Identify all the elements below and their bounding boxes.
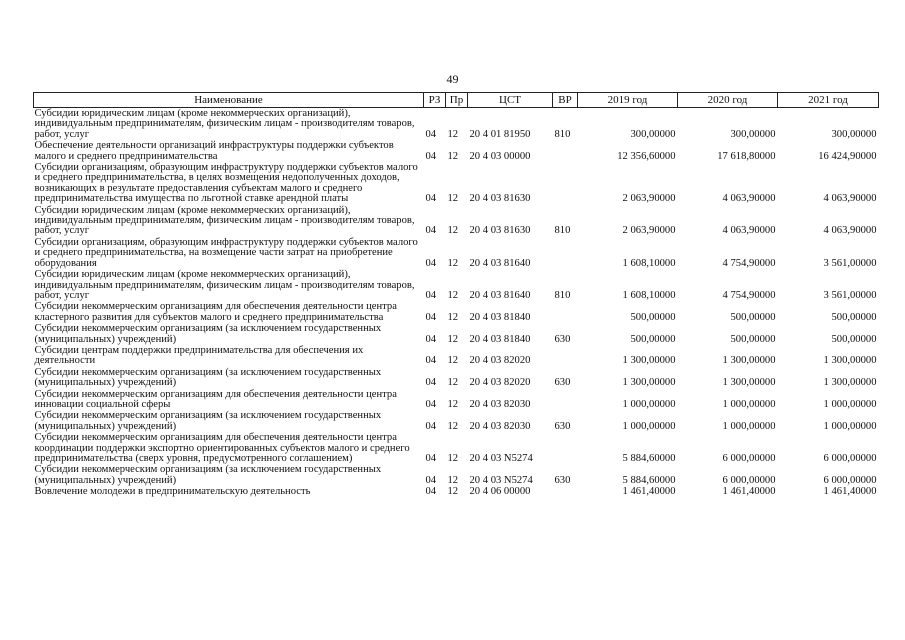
table-row — [34, 367, 879, 389]
cell-2021: 3 561,00000 — [823, 289, 877, 301]
cell-2019: 5 884,60000 — [622, 474, 676, 486]
table-row — [34, 432, 879, 464]
cell-2020: 500,00000 — [730, 311, 776, 323]
cell-2019: 1 000,00000 — [622, 420, 676, 432]
cell-cst: 20 4 03 82030 — [469, 420, 531, 432]
header-row — [34, 93, 879, 108]
table-body — [34, 108, 879, 498]
cell-2021: 16 424,90000 — [818, 150, 877, 162]
cell-cst: 20 4 03 81640 — [469, 289, 531, 301]
cell-cst: 20 4 03 N5274 — [469, 453, 533, 464]
cell-rz: 04 — [425, 398, 437, 410]
header-cst: ЦСТ — [468, 93, 553, 108]
cell-pr: 12 — [447, 474, 459, 486]
cell-cst: 20 4 01 81950 — [469, 128, 531, 140]
cell-2021: 4 063,90000 — [823, 225, 877, 237]
cell-2021: 3 561,00000 — [823, 257, 877, 269]
cell-vr — [553, 140, 578, 162]
cell-pr: 12 — [447, 486, 459, 498]
cell-2020: 4 063,90000 — [722, 225, 776, 237]
table-row — [34, 301, 879, 323]
cell-2019: 1 000,00000 — [622, 398, 676, 410]
cell-rz: 04 — [425, 193, 437, 205]
cell-2019: 500,00000 — [630, 333, 676, 345]
cell-rz: 04 — [425, 128, 437, 140]
header-name: Наименование — [34, 93, 424, 108]
cell-name: Обеспечение деятельности организаций инфраструктуры поддержки субъектов малого и среднего предпринимательства — [34, 140, 394, 162]
cell-pr: 12 — [447, 128, 459, 140]
cell-2019: 5 884,60000 — [622, 453, 676, 464]
cell-pr: 12 — [447, 377, 459, 389]
cell-2021: 1 000,00000 — [823, 420, 877, 432]
cell-2021: 1 300,00000 — [823, 355, 877, 367]
cell-2020: 500,00000 — [730, 333, 776, 345]
cell-vr: 810 — [554, 128, 571, 140]
cell-vr — [553, 389, 578, 411]
cell-pr: 12 — [447, 311, 459, 323]
cell-2020: 1 300,00000 — [722, 355, 776, 367]
cell-2020: 4 754,90000 — [722, 289, 776, 301]
cell-vr: 630 — [554, 333, 571, 345]
header-vr: ВР — [553, 93, 578, 108]
cell-2021: 1 461,40000 — [823, 486, 877, 498]
cell-2019: 12 356,60000 — [617, 150, 676, 162]
cell-name: Субсидии организациям, образующим инфраструктуру поддержки субъектов малого и среднего предпринимательства, в целях возмещения недополученных доходов, возникающих в результате предоставления субъектам малого и среднего предпринимательства имущества по льготной ставке арендной платы — [34, 162, 418, 205]
cell-pr: 12 — [447, 193, 459, 205]
cell-pr: 12 — [447, 257, 459, 269]
cell-2019: 1 300,00000 — [622, 377, 676, 389]
cell-vr: 630 — [554, 377, 571, 389]
cell-vr — [553, 432, 578, 464]
cell-rz: 04 — [425, 225, 437, 237]
cell-rz: 04 — [425, 257, 437, 269]
cell-pr: 12 — [447, 355, 459, 367]
cell-cst: 20 4 03 00000 — [469, 150, 531, 162]
cell-name: Субсидии юридическим лицам (кроме некоммерческих организаций), индивидуальным предпринимателям, физическим лицам - производителям товаров, работ, услуг — [34, 269, 415, 301]
cell-cst: 20 4 03 81630 — [469, 225, 531, 237]
header-pr: Пр — [446, 93, 468, 108]
cell-name: Субсидии некоммерческим организациям (за исключением государственных (муниципальных) учреждений) — [34, 366, 382, 389]
cell-2021: 6 000,00000 — [823, 474, 877, 486]
cell-2019: 1 608,10000 — [622, 289, 676, 301]
cell-name: Вовлечение молодежи в предпринимательскую деятельность — [34, 486, 311, 498]
cell-cst: 20 4 03 82030 — [469, 398, 531, 410]
table-row — [34, 486, 879, 497]
table-row — [34, 269, 879, 301]
cell-2020: 1 300,00000 — [722, 377, 776, 389]
budget-table — [33, 92, 879, 498]
cell-rz: 04 — [425, 289, 437, 301]
cell-2020: 300,00000 — [730, 128, 776, 140]
cell-2019: 2 063,90000 — [622, 225, 676, 237]
cell-rz: 04 — [425, 150, 437, 162]
cell-name: Субсидии некоммерческим организациям (за исключением государственных (муниципальных) учреждений) — [34, 410, 382, 432]
cell-2019: 1 461,40000 — [622, 486, 676, 498]
cell-pr: 12 — [447, 420, 459, 432]
cell-2020: 1 461,40000 — [722, 486, 776, 498]
table-row — [34, 323, 879, 345]
cell-vr: 630 — [554, 474, 571, 486]
header-2019: 2019 год — [578, 93, 678, 108]
cell-name: Субсидии юридическим лицам (кроме некоммерческих организаций), индивидуальным предпринимателям, физическим лицам - производителям товаров, работ, услуг — [34, 108, 415, 140]
cell-cst: 20 4 06 00000 — [469, 486, 531, 498]
cell-pr: 12 — [447, 453, 459, 464]
table-row — [34, 205, 879, 237]
cell-pr: 12 — [447, 289, 459, 301]
cell-vr: 810 — [554, 289, 571, 301]
header-2021: 2021 год — [778, 93, 879, 108]
table-row — [34, 162, 879, 205]
cell-2019: 1 300,00000 — [622, 355, 676, 367]
cell-2020: 4 063,90000 — [722, 193, 776, 205]
cell-cst: 20 4 03 81640 — [469, 257, 531, 269]
header-2020: 2020 год — [678, 93, 778, 108]
cell-vr — [553, 345, 578, 367]
cell-cst: 20 4 03 81840 — [469, 311, 531, 323]
table-row — [34, 108, 879, 141]
cell-pr: 12 — [447, 150, 459, 162]
cell-cst: 20 4 03 81630 — [469, 193, 531, 205]
cell-2020: 1 000,00000 — [722, 420, 776, 432]
cell-2019: 1 608,10000 — [622, 257, 676, 269]
cell-name: Субсидии некоммерческим организациям для обеспечения деятельности центра инновации социальной сферы — [34, 388, 397, 410]
cell-name: Субсидии центрам поддержки предпринимательства для обеспечения их деятельности — [34, 344, 364, 367]
page-number: 49 — [446, 72, 459, 86]
cell-name: Субсидии некоммерческим организациям (за исключением государственных (муниципальных) учреждений) — [34, 323, 382, 345]
cell-name: Субсидии некоммерческим организациям для обеспечения деятельности центра координации поддержки экспортно ориентированных субъектов малого и среднего предпринимательства (сверх уровня, предусмотренного соглашением) — [34, 432, 410, 464]
cell-2021: 4 063,90000 — [823, 193, 877, 205]
cell-vr — [553, 301, 578, 323]
cell-2020: 6 000,00000 — [722, 453, 776, 464]
cell-2019: 300,00000 — [630, 128, 676, 140]
cell-rz: 04 — [425, 377, 437, 389]
table-row — [34, 464, 879, 486]
table-row — [34, 345, 879, 367]
cell-name: Субсидии юридическим лицам (кроме некоммерческих организаций), индивидуальным предпринимателям, физическим лицам - производителям товаров, работ, услуг — [34, 204, 415, 237]
cell-rz: 04 — [425, 333, 437, 345]
cell-cst: 20 4 03 82020 — [469, 355, 531, 367]
cell-rz: 04 — [425, 355, 437, 367]
cell-2019: 2 063,90000 — [622, 193, 676, 205]
cell-2021: 1 000,00000 — [823, 398, 877, 410]
cell-2021: 500,00000 — [831, 333, 877, 345]
cell-2021: 300,00000 — [831, 128, 877, 140]
cell-rz: 04 — [425, 486, 437, 498]
cell-vr: 630 — [554, 420, 571, 432]
cell-pr: 12 — [447, 333, 459, 345]
cell-name: Субсидии организациям, образующим инфраструктуру поддержки субъектов малого и среднего предпринимательства, на возмещение части затрат на приобретение оборудования — [34, 236, 418, 269]
table-row — [34, 237, 879, 269]
table-header — [34, 93, 879, 108]
cell-2021: 500,00000 — [831, 311, 877, 323]
cell-cst: 20 4 03 82020 — [469, 377, 531, 389]
cell-pr: 12 — [447, 225, 459, 237]
cell-2020: 4 754,90000 — [722, 257, 776, 269]
cell-2019: 500,00000 — [630, 311, 676, 323]
cell-2021: 1 300,00000 — [823, 377, 877, 389]
table-row — [34, 389, 879, 411]
cell-vr — [553, 237, 578, 269]
cell-rz: 04 — [425, 420, 437, 432]
table-row — [34, 140, 879, 162]
cell-2020: 17 618,80000 — [717, 150, 776, 162]
cell-cst: 20 4 03 N5274 — [469, 474, 533, 486]
cell-vr: 810 — [554, 225, 571, 237]
cell-name: Субсидии некоммерческим организациям (за исключением государственных (муниципальных) учреждений) — [34, 464, 382, 486]
cell-rz: 04 — [425, 474, 437, 486]
cell-rz: 04 — [425, 453, 437, 464]
cell-vr — [553, 162, 578, 205]
cell-2020: 6 000,00000 — [722, 474, 776, 486]
cell-pr: 12 — [447, 398, 459, 410]
cell-rz: 04 — [425, 311, 437, 323]
cell-vr — [553, 486, 578, 497]
header-rz: РЗ — [424, 93, 446, 108]
cell-2021: 6 000,00000 — [823, 453, 877, 464]
cell-cst: 20 4 03 81840 — [469, 333, 531, 345]
cell-2020: 1 000,00000 — [722, 398, 776, 410]
cell-name: Субсидии некоммерческим организациям для обеспечения деятельности центра кластерного развития для субъектов малого и среднего предпринимательства — [34, 301, 397, 323]
table-row — [34, 410, 879, 432]
